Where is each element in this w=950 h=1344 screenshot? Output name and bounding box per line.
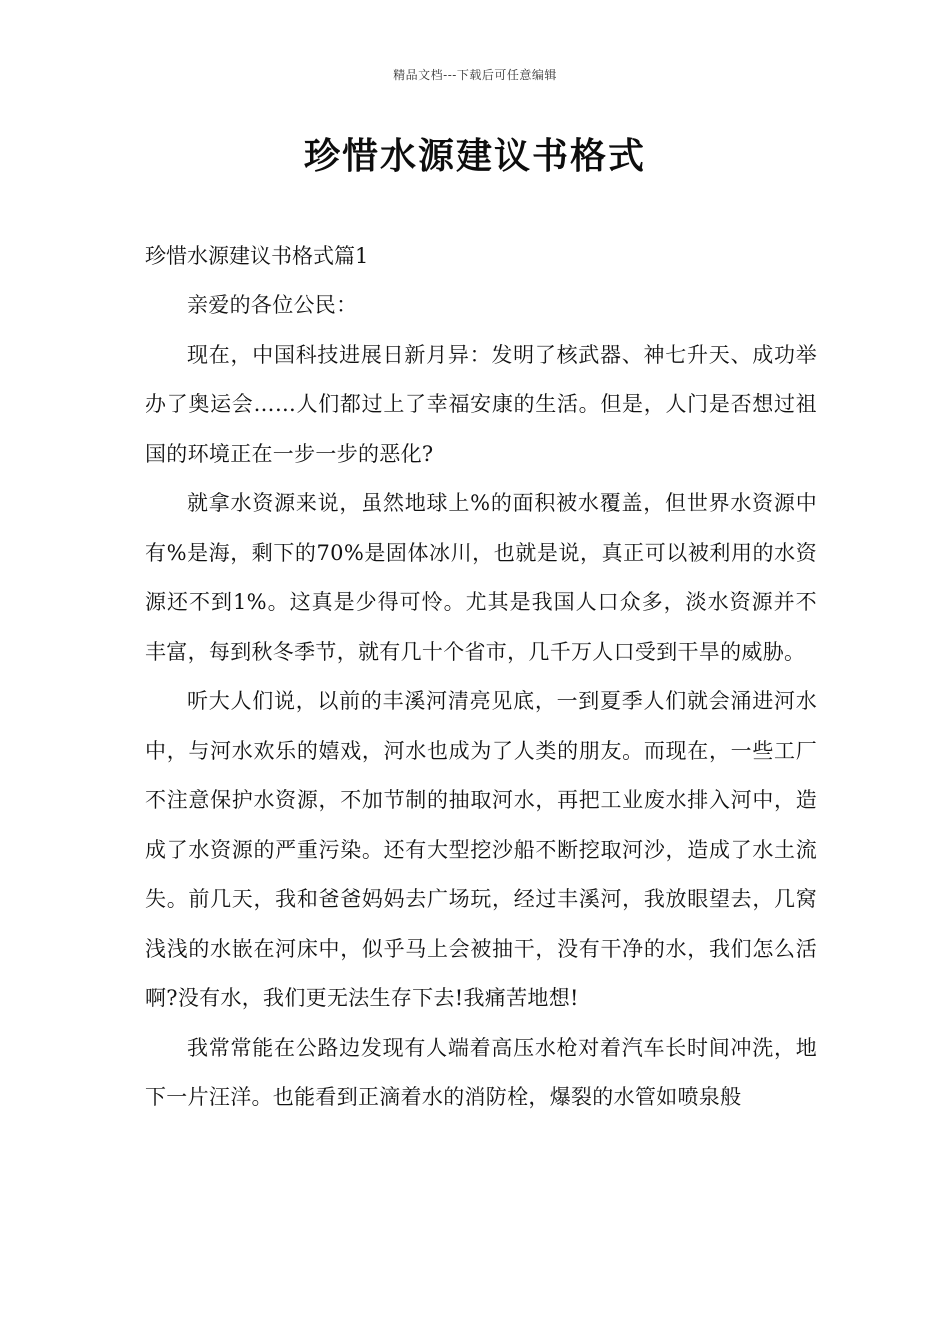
paragraph: 听大人们说，以前的丰溪河清亮见底，一到夏季人们就会涌进河水中，与河水欢乐的嬉戏，河水也成为了人类的朋友。而现在，一些工厂不注意保护水资源，不加节制的抽取河水，再把工业废水排入河中，造成了水资源的严重污染。还有大型挖沙船不断挖取河沙，造成了水土流失。前几天，我和爸爸妈妈去广场玩，经过丰溪河，我放眼望去，几窝浅浅的水嵌在河床中，似乎马上会被抽干，没有干净的水，我们怎么活啊?没有水，我们更无法生存下去!我痛苦地想! [145,689,817,1010]
header-note: 精品文档---下载后可任意编辑 [393,68,557,82]
paragraph: 我常常能在公路边发现有人端着高压水枪对着汽车长时间冲洗，地下一片汪洋。也能看到正滴着水的消防栓，爆裂的水管如喷泉般 [145,1035,817,1109]
paragraph: 就拿水资源来说，虽然地球上%的面积被水覆盖，但世界水资源中有%是海，剩下的70%是固体冰川，也就是说，真正可以被利用的水资源还不到1%。这真是少得可怜。尤其是我国人口众多，淡水资源并不丰富，每到秋冬季节，就有几十个省市，几千万人口受到干旱的威胁。 [145,491,817,664]
document-title: 珍惜水源建议书格式 [303,136,646,177]
section-subtitle: 珍惜水源建议书格式篇1 [145,244,369,268]
paragraph: 现在，中国科技进展日新月异：发明了核武器、神七升天、成功举办了奥运会……人们都过上了幸福安康的生活。但是，人门是否想过祖国的环境正在一步一步的恶化? [145,342,817,466]
document-body [145,232,817,1123]
paragraph-greeting: 亲爱的各位公民： [187,293,358,317]
